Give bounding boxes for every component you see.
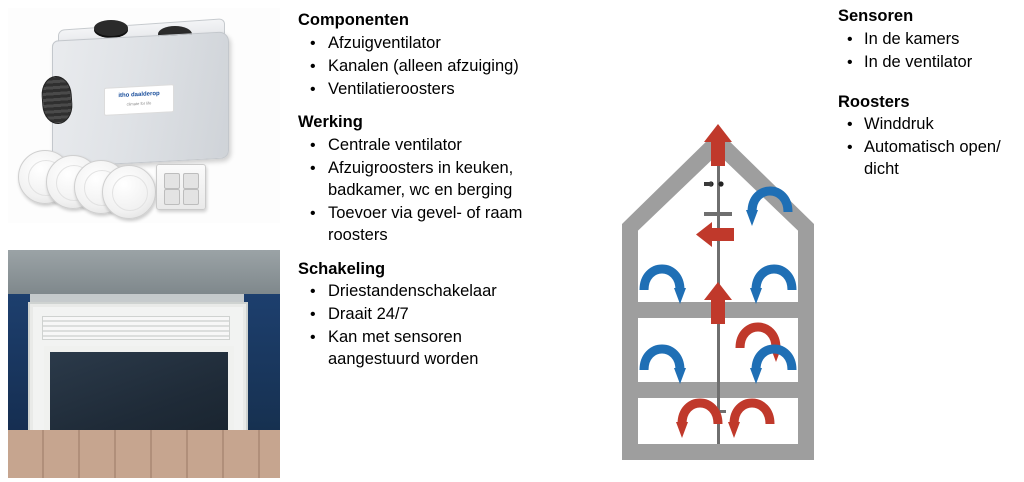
list-item: • Toevoer via gevel- of raam roosters bbox=[298, 203, 558, 247]
exhaust-curve-head-icon bbox=[728, 422, 740, 438]
ventilation-unit-photo bbox=[8, 8, 280, 223]
list-item: • Afzuigventilator bbox=[298, 33, 558, 55]
exhaust-curve-head-icon bbox=[676, 422, 688, 438]
valve-grille-icon bbox=[102, 165, 156, 219]
unit-brand-label bbox=[104, 84, 174, 116]
supply-curve-head-icon bbox=[674, 368, 686, 384]
right-text-column bbox=[838, 6, 1024, 193]
list-item: • Kanalen (alleen afzuiging) bbox=[298, 56, 558, 78]
supply-curve-left-upper-icon bbox=[644, 269, 680, 290]
brick-wall bbox=[8, 430, 280, 478]
brand-tagline: climate for life bbox=[126, 99, 152, 107]
supply-curve-left-lower-icon bbox=[644, 349, 680, 370]
list-componenten bbox=[298, 33, 558, 101]
supply-curve-head-icon bbox=[674, 288, 686, 304]
heading-roosters: Roosters bbox=[838, 92, 910, 111]
list-sensoren bbox=[838, 29, 1024, 74]
list-item: • Ventilatieroosters bbox=[298, 79, 558, 101]
list-item: • In de ventilator bbox=[838, 52, 1024, 74]
supply-curve-right-lower-icon bbox=[756, 349, 792, 370]
house-diagram-svg bbox=[600, 120, 850, 470]
three-position-switch bbox=[156, 164, 206, 210]
switch-button bbox=[183, 189, 199, 205]
heading-werking: Werking bbox=[298, 113, 363, 132]
blue-panel-right bbox=[244, 294, 280, 434]
exhaust-curve-icon bbox=[734, 403, 770, 424]
list-item: • Draait 24/7 bbox=[298, 304, 558, 326]
list-item: • Kan met sensoren aangestuurd worden bbox=[298, 327, 558, 371]
supply-curve-right-upper-icon bbox=[756, 269, 792, 290]
list-item: • Winddruk bbox=[838, 114, 1024, 136]
switch-button bbox=[183, 173, 199, 189]
list-item: • Afzuigroosters in keuken, badkamer, wc en berging bbox=[298, 158, 558, 202]
exhaust-curve-icon bbox=[682, 403, 718, 424]
list-item: • In de kamers bbox=[838, 29, 1024, 51]
list-roosters bbox=[838, 114, 1024, 181]
supply-curve-head-icon bbox=[746, 210, 758, 226]
list-schakeling bbox=[298, 281, 558, 371]
brand-name: itho daalderop bbox=[118, 90, 160, 100]
heading-sensoren: Sensoren bbox=[838, 7, 914, 25]
exhaust-arrow-horizontal-icon bbox=[696, 212, 734, 247]
heading-schakeling: Schakeling bbox=[298, 259, 386, 278]
switch-button bbox=[164, 189, 180, 205]
list-item: • Centrale ventilator bbox=[298, 135, 558, 157]
wall-top bbox=[8, 250, 280, 294]
list-item: • Driestandenschakelaar bbox=[298, 281, 558, 303]
list-item: • Automatisch open/ dicht bbox=[838, 137, 1024, 181]
heading-componenten: Componenten bbox=[298, 11, 409, 29]
house-ventilation-diagram bbox=[600, 120, 850, 470]
window-vent-photo bbox=[8, 250, 280, 478]
middle-text-column bbox=[298, 10, 558, 383]
supply-curve-head-icon bbox=[750, 368, 762, 384]
duct-port-icon bbox=[94, 20, 128, 36]
window-vent-grille bbox=[42, 316, 230, 340]
switch-button bbox=[164, 173, 180, 189]
supply-curve-head-icon bbox=[750, 288, 762, 304]
list-werking bbox=[298, 135, 558, 247]
